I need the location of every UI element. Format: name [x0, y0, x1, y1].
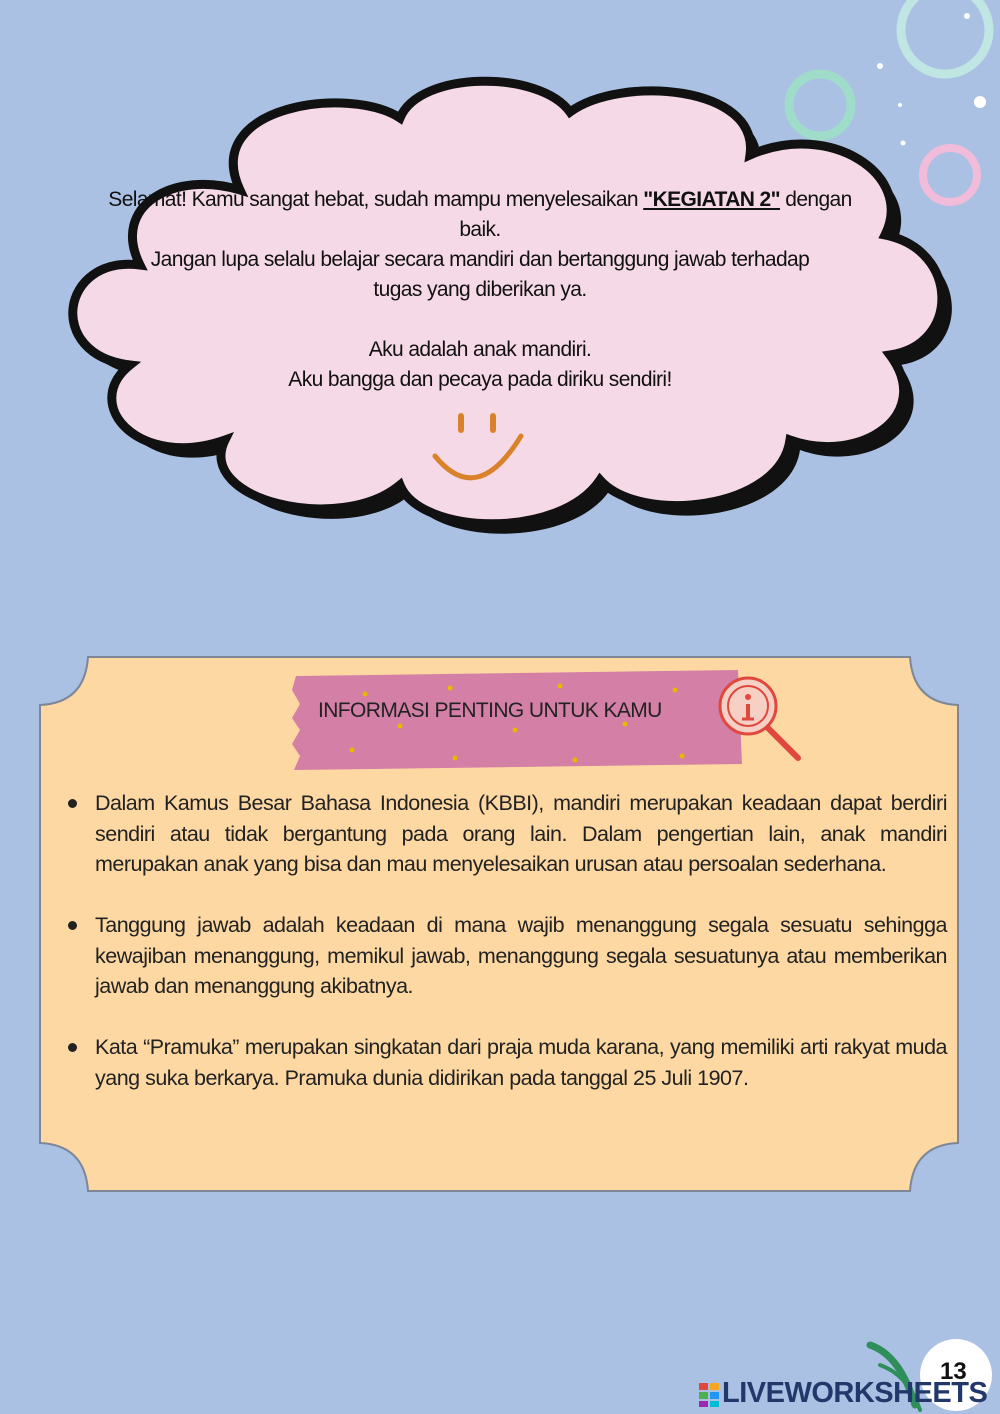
message-line-2: Jangan lupa selalu belajar secara mandiri dan bertanggung jawab terhadap tugas yang diberikan ya.: [150, 248, 810, 301]
info-title: INFORMASI PENTING UNTUK KAMU: [318, 699, 662, 722]
info-list: [95, 788, 947, 1124]
message-line-3: Aku adalah anak mandiri.: [368, 338, 592, 361]
info-item-pramuka: Kata “Pramuka” merupakan singkatan dari praja muda karana, yang memiliki arti rakyat muda yang suka berkarya. Pramuka dunia didirikan pada tanggal 25 Juli 1907.: [95, 1032, 947, 1093]
liveworksheets-logo-icon: [698, 1382, 720, 1408]
smiley-face-icon: [425, 408, 535, 498]
page-number: 13: [940, 1358, 967, 1385]
info-banner: [290, 668, 810, 778]
activity-keyword: "KEGIATAN 2": [643, 188, 780, 211]
brand-name[interactable]: LIVEWORKSHEETS: [722, 1377, 988, 1409]
info-item-kbbi: Dalam Kamus Besar Bahasa Indonesia (KBBI), mandiri merupakan keadaan dapat berdiri sendiri atau tidak bergantung pada orang lain. Dalam pengertian lain, anak mandiri merupakan anak yang bisa dan mau menyelesaikan urusan atau persoalan sederhana.: [95, 788, 947, 880]
completion-message: [95, 185, 865, 395]
message-line-1: Selamat! Kamu sangat hebat, sudah mampu menyelesaikan "KEGIATAN 2" dengan baik.: [108, 188, 852, 241]
message-line-4: Aku bangga dan pecaya pada diriku sendiri!: [288, 368, 672, 391]
info-item-tanggung-jawab: Tanggung jawab adalah keadaan di mana wajib menanggung segala sesuatu sehingga kewajiban menanggung, memikul jawab, menanggung segala sesuatunya atau memberikan jawab dan menanggung akibatnya.: [95, 910, 947, 1002]
